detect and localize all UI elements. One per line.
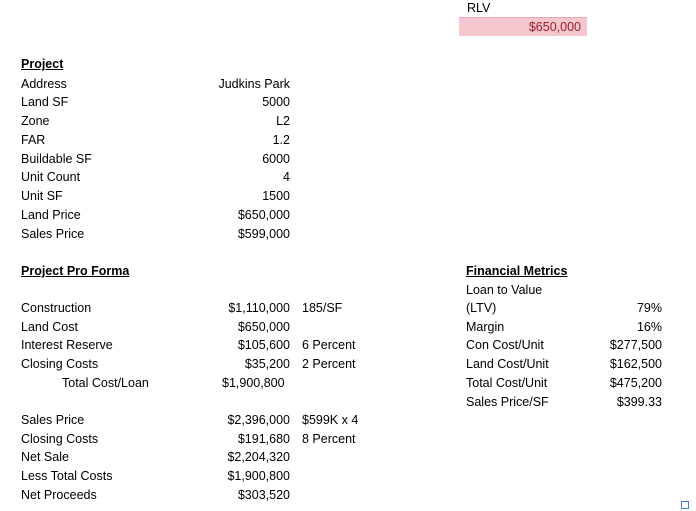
project-label: Unit Count	[21, 170, 81, 184]
project-label: Buildable SF	[21, 152, 92, 166]
project-label: Land SF	[21, 95, 69, 109]
proceeds-value: $1,900,800	[227, 469, 290, 483]
proceeds-label: Sales Price	[21, 413, 85, 427]
metric-value: 79%	[636, 301, 662, 315]
cost-value: $105,600	[237, 338, 290, 352]
metric-label: Con Cost/Unit	[466, 338, 544, 352]
project-heading: Project	[21, 57, 64, 71]
proceeds-value: $191,680	[237, 432, 290, 446]
project-label: FAR	[21, 133, 46, 147]
metric-value: $399.33	[616, 395, 662, 409]
proceeds-label: Net Proceeds	[21, 488, 97, 502]
project-value: 1500	[262, 189, 290, 203]
total-cost-value: $1,900,800	[222, 376, 285, 390]
rlv-label: RLV	[467, 1, 491, 15]
project-value: 1.2	[272, 133, 290, 147]
project-label: Unit SF	[21, 189, 63, 203]
project-value: 6000	[262, 152, 290, 166]
metric-value: $475,200	[609, 376, 662, 390]
proceeds-note: 8 Percent	[302, 432, 356, 446]
proforma-heading: Project Pro Forma	[21, 264, 130, 278]
proceeds-value: $2,204,320	[227, 450, 290, 464]
metric-value: $277,500	[609, 338, 662, 352]
project-value: Judkins Park	[218, 77, 290, 91]
rlv-cell[interactable]	[459, 17, 587, 36]
rlv-value: $650,000	[528, 20, 581, 34]
cost-note: 6 Percent	[302, 338, 356, 352]
project-value: $599,000	[237, 227, 290, 241]
resize-handle[interactable]	[681, 501, 689, 509]
metric-label: Sales Price/SF	[466, 395, 549, 409]
proceeds-value: $303,520	[237, 488, 290, 502]
project-value: L2	[276, 114, 290, 128]
ltv-label-line1: Loan to Value	[466, 283, 543, 297]
project-value: 5000	[262, 95, 290, 109]
metrics-heading: Financial Metrics	[466, 264, 568, 278]
proceeds-note: $599K x 4	[302, 413, 359, 427]
proceeds-value: $2,396,000	[227, 413, 290, 427]
project-label: Land Price	[21, 208, 81, 222]
project-value: $650,000	[237, 208, 290, 222]
cost-label: Land Cost	[21, 320, 78, 334]
cost-label: Interest Reserve	[21, 338, 113, 352]
cost-label: Construction	[21, 301, 92, 315]
metric-label: Land Cost/Unit	[466, 357, 549, 371]
cost-value: $1,110,000	[228, 301, 290, 315]
metric-value: 16%	[636, 320, 662, 334]
metric-label: Total Cost/Unit	[466, 376, 548, 390]
cost-value: $650,000	[237, 320, 290, 334]
metric-value: $162,500	[609, 357, 662, 371]
cost-note: 185/SF	[302, 301, 343, 315]
project-label: Address	[21, 77, 67, 91]
metric-label: Margin	[466, 320, 505, 334]
cost-value: $35,200	[244, 357, 290, 371]
proceeds-label: Less Total Costs	[21, 469, 113, 483]
cost-label: Closing Costs	[21, 357, 99, 371]
cost-note: 2 Percent	[302, 357, 356, 371]
proceeds-label: Closing Costs	[21, 432, 99, 446]
project-value: 4	[283, 170, 290, 184]
total-cost-label: Total Cost/Loan	[62, 376, 149, 390]
project-label: Zone	[21, 114, 50, 128]
metric-label: (LTV)	[466, 301, 497, 315]
proceeds-label: Net Sale	[21, 450, 69, 464]
project-label: Sales Price	[21, 227, 85, 241]
